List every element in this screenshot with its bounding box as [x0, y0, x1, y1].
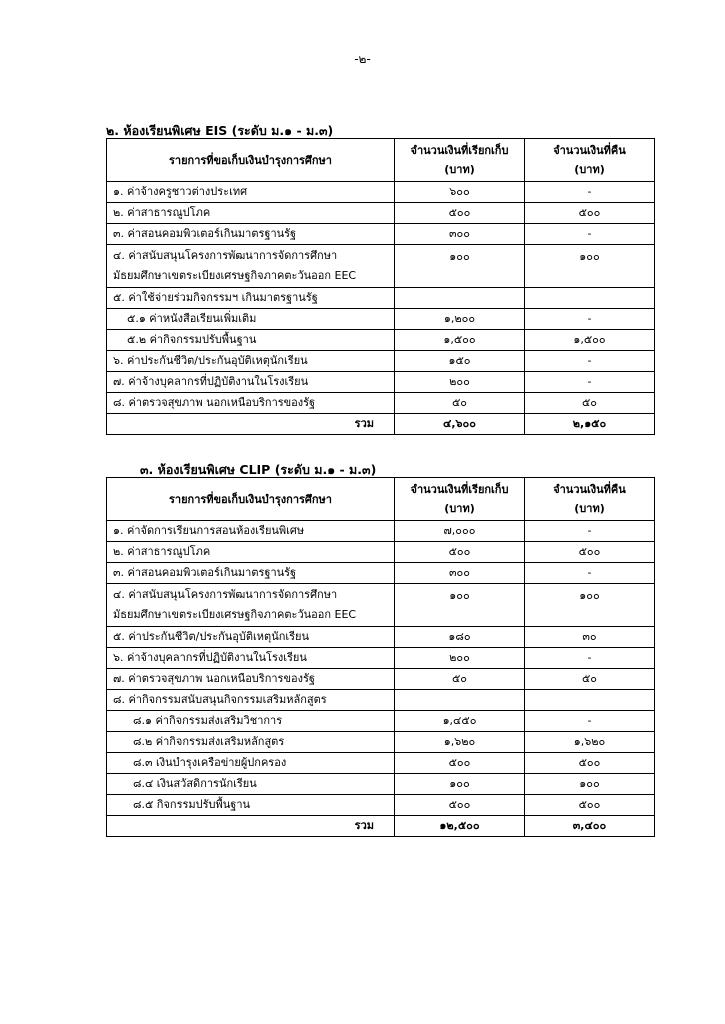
collected-amount	[395, 690, 525, 711]
refund-amount: ๑๐๐	[525, 774, 655, 795]
table-row	[107, 690, 655, 711]
refund-amount: -	[525, 563, 655, 584]
collected-amount: ๕๐๐	[395, 203, 525, 224]
total-label: รวม	[107, 414, 395, 435]
collected-amount	[395, 288, 525, 309]
table-row	[107, 584, 655, 627]
refund-amount: -	[525, 521, 655, 542]
refund-amount: -	[525, 309, 655, 330]
refund-amount: -	[525, 224, 655, 245]
refund-amount	[525, 690, 655, 711]
collected-amount: ๖๐๐	[395, 182, 525, 203]
item-label: ๘.๕ กิจกรรมปรับพื้นฐาน	[107, 795, 395, 816]
table-row	[107, 203, 655, 224]
table-row	[107, 627, 655, 648]
refund-amount: -	[525, 372, 655, 393]
collected-amount: ๕๐๐	[395, 542, 525, 563]
item-label: ๕.๒ ค่ากิจกรรมปรับพื้นฐาน	[107, 330, 395, 351]
table-row	[107, 309, 655, 330]
item-label: ๔. ค่าสนับสนุนโครงการพัฒนาการจัดการศึกษามัธยมศึกษาเขตระเบียงเศรษฐกิจภาคตะวันออก EEC	[107, 584, 395, 627]
table-row	[107, 648, 655, 669]
refund-amount: -	[525, 711, 655, 732]
item-label: ๘. ค่ากิจกรรมสนับสนุนกิจกรรมเสริมหลักสูตร	[107, 690, 395, 711]
table-header-row	[107, 139, 655, 182]
section-title-clip: ๓. ห้องเรียนพิเศษ CLIP (ระดับ ม.๑ - ม.๓)	[140, 462, 377, 477]
collected-amount: ๒๐๐	[395, 372, 525, 393]
refund-amount: ๑๐๐	[525, 245, 655, 288]
header-collected: จำนวนเงินที่เรียกเก็บ (บาท)	[395, 139, 525, 182]
collected-amount: ๕๐๐	[395, 753, 525, 774]
table-row	[107, 372, 655, 393]
item-label: ๗. ค่าตรวจสุขภาพ นอกเหนือบริการของรัฐ	[107, 669, 395, 690]
item-label: ๖. ค่าประกันชีวิต/ประกันอุบัติเหตุนักเรียน	[107, 351, 395, 372]
refund-amount: ๕๐๐	[525, 753, 655, 774]
refund-amount: ๕๐๐	[525, 203, 655, 224]
table-row	[107, 521, 655, 542]
table-row	[107, 182, 655, 203]
total-collected: ๔,๖๐๐	[395, 414, 525, 435]
collected-amount: ๑๐๐	[395, 245, 525, 288]
header-refund: จำนวนเงินที่คืน (บาท)	[525, 478, 655, 521]
refund-amount: ๕๐๐	[525, 542, 655, 563]
table-header-row	[107, 478, 655, 521]
refund-amount: -	[525, 182, 655, 203]
item-label: ๔. ค่าสนับสนุนโครงการพัฒนาการจัดการศึกษามัธยมศึกษาเขตระเบียงเศรษฐกิจภาคตะวันออก EEC	[107, 245, 395, 288]
item-label: ๗. ค่าจ้างบุคลากรที่ปฏิบัติงานในโรงเรียน	[107, 372, 395, 393]
refund-amount: ๑,๕๐๐	[525, 330, 655, 351]
collected-amount: ๑๐๐	[395, 584, 525, 627]
table-row	[107, 774, 655, 795]
refund-amount: -	[525, 648, 655, 669]
item-label: ๘.๑ ค่ากิจกรรมส่งเสริมวิชาการ	[107, 711, 395, 732]
refund-amount: ๕๐	[525, 393, 655, 414]
table-row	[107, 753, 655, 774]
table-row	[107, 732, 655, 753]
table-row	[107, 245, 655, 288]
refund-amount: ๕๐๐	[525, 795, 655, 816]
table-row	[107, 224, 655, 245]
collected-amount: ๑๘๐	[395, 627, 525, 648]
collected-amount: ๑,๔๕๐	[395, 711, 525, 732]
item-label: ๓. ค่าสอนคอมพิวเตอร์เกินมาตรฐานรัฐ	[107, 224, 395, 245]
item-label: ๘. ค่าตรวจสุขภาพ นอกเหนือบริการของรัฐ	[107, 393, 395, 414]
collected-amount: ๕๐	[395, 669, 525, 690]
table-row	[107, 542, 655, 563]
item-label: ๖. ค่าจ้างบุคลากรที่ปฏิบัติงานในโรงเรียน	[107, 648, 395, 669]
collected-amount: ๕๐๐	[395, 795, 525, 816]
refund-amount	[525, 288, 655, 309]
item-label: ๕.๑ ค่าหนังสือเรียนเพิ่มเติม	[107, 309, 395, 330]
table-row	[107, 669, 655, 690]
collected-amount: ๓๐๐	[395, 563, 525, 584]
total-collected: ๑๒,๕๐๐	[395, 816, 525, 837]
refund-amount: -	[525, 351, 655, 372]
table-row	[107, 393, 655, 414]
header-collected: จำนวนเงินที่เรียกเก็บ (บาท)	[395, 478, 525, 521]
fee-table-clip	[106, 477, 655, 837]
page-number: -๒-	[354, 52, 371, 66]
total-row	[107, 414, 655, 435]
item-label: ๘.๓ เงินบำรุงเครือข่ายผู้ปกครอง	[107, 753, 395, 774]
refund-amount: ๑๐๐	[525, 584, 655, 627]
refund-amount: ๓๐	[525, 627, 655, 648]
total-refund: ๒,๑๕๐	[525, 414, 655, 435]
header-item: รายการที่ขอเก็บเงินบำรุงการศึกษา	[107, 139, 395, 182]
item-label: ๘.๒ ค่ากิจกรรมส่งเสริมหลักสูตร	[107, 732, 395, 753]
item-label: ๒. ค่าสาธารณูปโภค	[107, 542, 395, 563]
item-label: ๓. ค่าสอนคอมพิวเตอร์เกินมาตรฐานรัฐ	[107, 563, 395, 584]
collected-amount: ๑๕๐	[395, 351, 525, 372]
table-row	[107, 795, 655, 816]
item-label: ๑. ค่าจัดการเรียนการสอนห้องเรียนพิเศษ	[107, 521, 395, 542]
header-item: รายการที่ขอเก็บเงินบำรุงการศึกษา	[107, 478, 395, 521]
item-label: ๒. ค่าสาธารณูปโภค	[107, 203, 395, 224]
collected-amount: ๑,๖๒๐	[395, 732, 525, 753]
total-refund: ๓,๔๐๐	[525, 816, 655, 837]
item-label: ๕. ค่าใช้จ่ายร่วมกิจกรรมฯ เกินมาตรฐานรัฐ	[107, 288, 395, 309]
table-row	[107, 563, 655, 584]
table-row	[107, 330, 655, 351]
table-row	[107, 351, 655, 372]
section-title-eis: ๒. ห้องเรียนพิเศษ EIS (ระดับ ม.๑ - ม.๓)	[106, 123, 334, 138]
item-label: ๑. ค่าจ้างครูชาวต่างประเทศ	[107, 182, 395, 203]
refund-amount: ๕๐	[525, 669, 655, 690]
item-label: ๘.๔ เงินสวัสดิการนักเรียน	[107, 774, 395, 795]
table-row	[107, 711, 655, 732]
table-row	[107, 288, 655, 309]
item-label: ๕. ค่าประกันชีวิต/ประกันอุบัติเหตุนักเรียน	[107, 627, 395, 648]
collected-amount: ๒๐๐	[395, 648, 525, 669]
collected-amount: ๕๐	[395, 393, 525, 414]
refund-amount: ๑,๖๒๐	[525, 732, 655, 753]
header-refund: จำนวนเงินที่คืน (บาท)	[525, 139, 655, 182]
fee-table-eis	[106, 138, 655, 435]
collected-amount: ๑๐๐	[395, 774, 525, 795]
collected-amount: ๗,๐๐๐	[395, 521, 525, 542]
total-row	[107, 816, 655, 837]
collected-amount: ๓๐๐	[395, 224, 525, 245]
collected-amount: ๑,๕๐๐	[395, 330, 525, 351]
collected-amount: ๑,๒๐๐	[395, 309, 525, 330]
total-label: รวม	[107, 816, 395, 837]
